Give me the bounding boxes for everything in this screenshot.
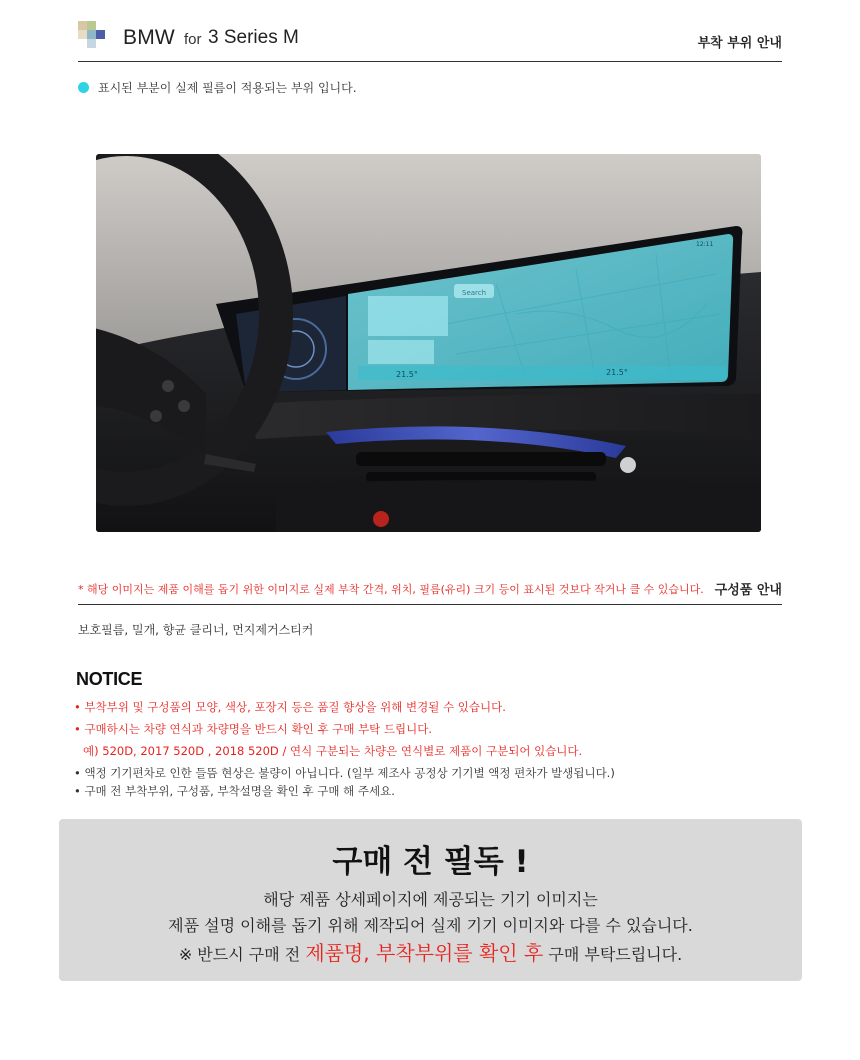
must-read-emphasis: 제품명, 부착부위를 확인 후	[305, 941, 544, 965]
dashboard-illustration	[96, 154, 761, 532]
notice-item: • 액정 기기편차로 인한 들뜸 현상은 불량이 아닙니다. (일부 제조사 공정상 기기별 액정 편차가 발생됩니다.)	[74, 766, 615, 780]
components-list: 보호필름, 밀개, 향균 클리너, 먼지제거스티커	[78, 623, 314, 637]
brand-for-label: for	[184, 31, 202, 48]
page-header	[78, 18, 782, 62]
notice-item: • 구매 전 부착부위, 구성품, 부착설명을 확인 후 구매 해 주세요.	[74, 784, 395, 798]
notice-list	[74, 696, 774, 802]
attach-area-heading: 부착 부위 안내	[697, 36, 782, 51]
brand-logo	[78, 21, 106, 49]
notice-title: NOTICE	[76, 669, 143, 689]
must-read-line: 해당 제품 상세페이지에 제공되는 기기 이미지는	[263, 890, 598, 909]
notice-item: • 부착부위 및 구성품의 모양, 색상, 포장지 등은 품질 향상을 위해 변경될 수 있습니다.	[74, 700, 506, 714]
must-read-prefix: ※ 반드시 구매 전	[178, 945, 301, 964]
brand-name: BMW	[123, 26, 175, 49]
disclaimer-row	[78, 575, 782, 605]
dashboard-photo	[96, 154, 761, 532]
must-read-box	[59, 819, 802, 981]
attach-note-text: 표시된 부분이 실제 필름이 적용되는 부위 입니다.	[98, 80, 357, 95]
must-read-line	[59, 937, 802, 966]
screen-temp-right: 21.5°	[606, 368, 628, 377]
must-read-line: 제품 설명 이해를 돕기 위해 제작되어 실제 기기 이미지와 다를 수 있습니다.	[168, 916, 693, 935]
image-disclaimer: * 해당 이미지는 제품 이해를 돕기 위한 이미지로 실제 부착 간격, 위치, 필름(유리) 크기 등이 표시된 것보다 작거나 클 수 있습니다.	[78, 583, 704, 596]
components-heading: 구성품 안내	[714, 583, 782, 598]
attach-note	[78, 78, 357, 96]
must-read-suffix: 구매 부탁드립니다.	[548, 945, 683, 964]
notice-item: 예) 520D, 2017 520D , 2018 520D / 연식 구분되는 차량은 연식별로 제품이 구분되어 있습니다.	[83, 744, 583, 758]
must-read-title: 구매 전 필독 !	[332, 844, 529, 880]
notice-item: • 구매하시는 차량 연식과 차량명을 반드시 확인 후 구매 부탁 드립니다.	[74, 722, 433, 736]
model-name: 3 Series M	[208, 27, 299, 48]
cyan-dot-icon	[78, 82, 89, 93]
screen-clock: 12:11	[696, 241, 714, 248]
screen-search-label: Search	[462, 289, 487, 297]
screen-temp-left: 21.5°	[396, 370, 418, 379]
